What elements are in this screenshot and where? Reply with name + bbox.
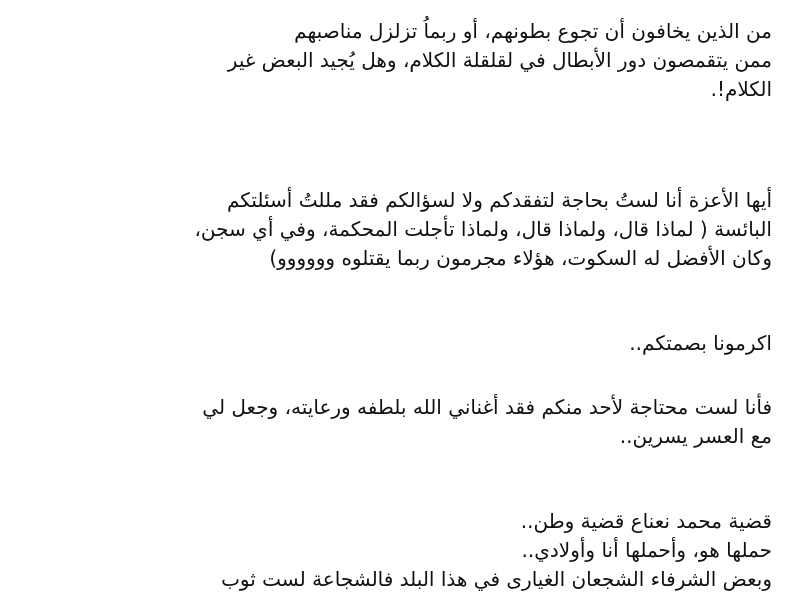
text-line: وكان الأفضل له السكوت، هؤلاء مجرمون ربما يقتلوه وووووو) xyxy=(269,246,772,270)
text-line: الكلام!. xyxy=(710,77,772,101)
paragraph xyxy=(24,507,772,594)
text-line: من الذين يخافون أن تجوع بطونهم، أو ربماُ تزلزل مناصبهم xyxy=(294,19,772,43)
text-line: مع العسر يسرين.. xyxy=(619,424,772,448)
paragraph xyxy=(24,393,772,451)
text-line: وبعض الشرفاء الشجعان الغيارى في هذا البلد فالشجاعة لست ثوب xyxy=(221,567,772,591)
paragraph xyxy=(24,17,772,104)
text-line: ممن يتقمصون دور الأبطال في لقلقلة الكلام، وهل يُجيد البعض غير xyxy=(227,48,772,72)
text-line: أيها الأعزة أنا لستُ بحاجة لتفقدكم ولا لسؤالكم فقد مللتُ أسئلتكم xyxy=(226,188,772,212)
paragraph xyxy=(24,329,772,358)
paragraph xyxy=(24,186,772,273)
text-line: حملها هو، وأحملها أنا وأولادي.. xyxy=(521,538,772,562)
text-line: اكرمونا بصمتكم.. xyxy=(629,331,772,355)
text-line: فأنا لست محتاجة لأحد منكم فقد أغناني الله بلطفه ورعايته، وجعل لي xyxy=(202,395,772,419)
text-line: البائسة ( لماذا قال، ولماذا قال، ولماذا تأجلت المحكمة، وفي أي سجن، xyxy=(194,217,772,241)
text-line: قضية محمد نعناع قضية وطن.. xyxy=(520,509,772,533)
